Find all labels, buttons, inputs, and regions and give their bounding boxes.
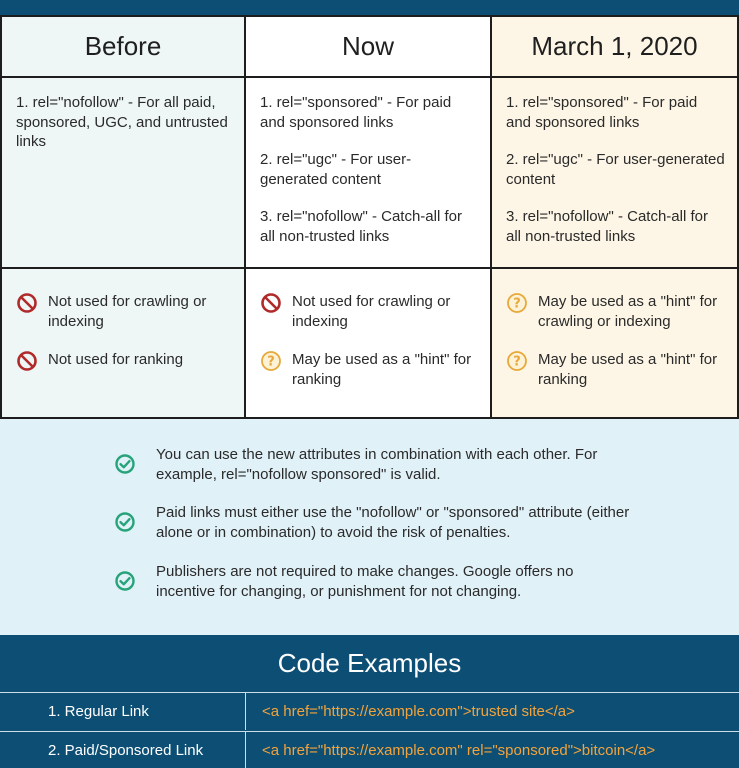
svg-text:?: ? — [513, 354, 521, 370]
feature-item — [16, 292, 236, 331]
definition-item: 2. rel="ugc" - For user-generated content — [260, 151, 412, 188]
check-circle-icon — [114, 453, 136, 475]
comparison-grid — [0, 15, 739, 419]
feature-text: Not used for ranking — [48, 351, 184, 368]
feature-text: Not used for crawling or indexing — [292, 293, 451, 330]
divider — [0, 267, 739, 269]
column-heading: March 1, 2020 — [531, 30, 698, 61]
feature-text: May be used as a "hint" for ranking — [292, 351, 472, 388]
definition-item: 3. rel="nofollow" - Catch-all for all non-trusted links — [260, 208, 462, 245]
note-item — [114, 503, 634, 542]
code-examples-panel — [0, 635, 739, 768]
code-row-snippet: <a href="https://example.com" rel="sponsored">bitcoin</a> — [262, 742, 656, 759]
svg-text:?: ? — [513, 296, 521, 312]
features — [260, 292, 482, 408]
divider — [0, 15, 739, 17]
question-icon — [506, 292, 528, 314]
code-row-snippet: <a href="https://example.com">trusted site</a> — [262, 703, 575, 720]
code-row-label: 1. Regular Link — [0, 693, 246, 730]
prohibited-icon — [16, 350, 38, 372]
code-row — [0, 731, 739, 768]
question-icon — [506, 350, 528, 372]
feature-item — [506, 292, 729, 331]
check-circle-icon — [114, 511, 136, 533]
definition-item: 1. rel="nofollow" - For all paid, sponsored, UGC, and untrusted links — [16, 94, 228, 150]
code-row-label: 2. Paid/Sponsored Link — [0, 732, 246, 768]
divider — [0, 76, 739, 78]
top-bar — [0, 0, 739, 15]
definition-item: 3. rel="nofollow" - Catch-all for all non-trusted links — [506, 208, 708, 245]
feature-item — [16, 350, 236, 372]
column-heading: Now — [341, 30, 394, 61]
definition-item: 1. rel="sponsored" - For paid and sponsored links — [506, 94, 698, 131]
definition-item: 2. rel="ugc" - For user-generated content — [506, 151, 725, 188]
code-row — [0, 692, 739, 730]
feature-text: Not used for crawling or indexing — [48, 293, 207, 330]
svg-text:?: ? — [267, 354, 275, 370]
code-examples-title: Code Examples — [277, 648, 462, 678]
prohibited-icon — [260, 292, 282, 314]
note-item — [114, 445, 634, 484]
column-heading: Before — [84, 30, 162, 61]
feature-text: May be used as a "hint" for ranking — [538, 351, 718, 388]
note-text: Paid links must either use the "nofollow" or "sponsored" attribute (either alone or in combination) to avoid the risk of penalties. — [156, 504, 630, 541]
definitions — [260, 93, 478, 264]
notes-panel — [0, 419, 739, 635]
question-icon — [260, 350, 282, 372]
definitions — [16, 93, 232, 170]
features — [16, 292, 236, 391]
definitions — [506, 93, 725, 264]
prohibited-icon — [16, 292, 38, 314]
note-text: Publishers are not required to make changes. Google offers no incentive for changing, or punishment for not changing. — [156, 563, 574, 600]
check-circle-icon — [114, 570, 136, 592]
feature-text: May be used as a "hint" for crawling or indexing — [538, 293, 718, 330]
feature-item — [260, 292, 482, 331]
note-text: You can use the new attributes in combination with each other. For example, rel="nofollow sponsored" is valid. — [156, 446, 598, 483]
definition-item: 1. rel="sponsored" - For paid and sponsored links — [260, 94, 452, 131]
feature-item — [506, 350, 729, 389]
note-item — [114, 562, 634, 601]
feature-item — [260, 350, 482, 389]
features — [506, 292, 729, 408]
